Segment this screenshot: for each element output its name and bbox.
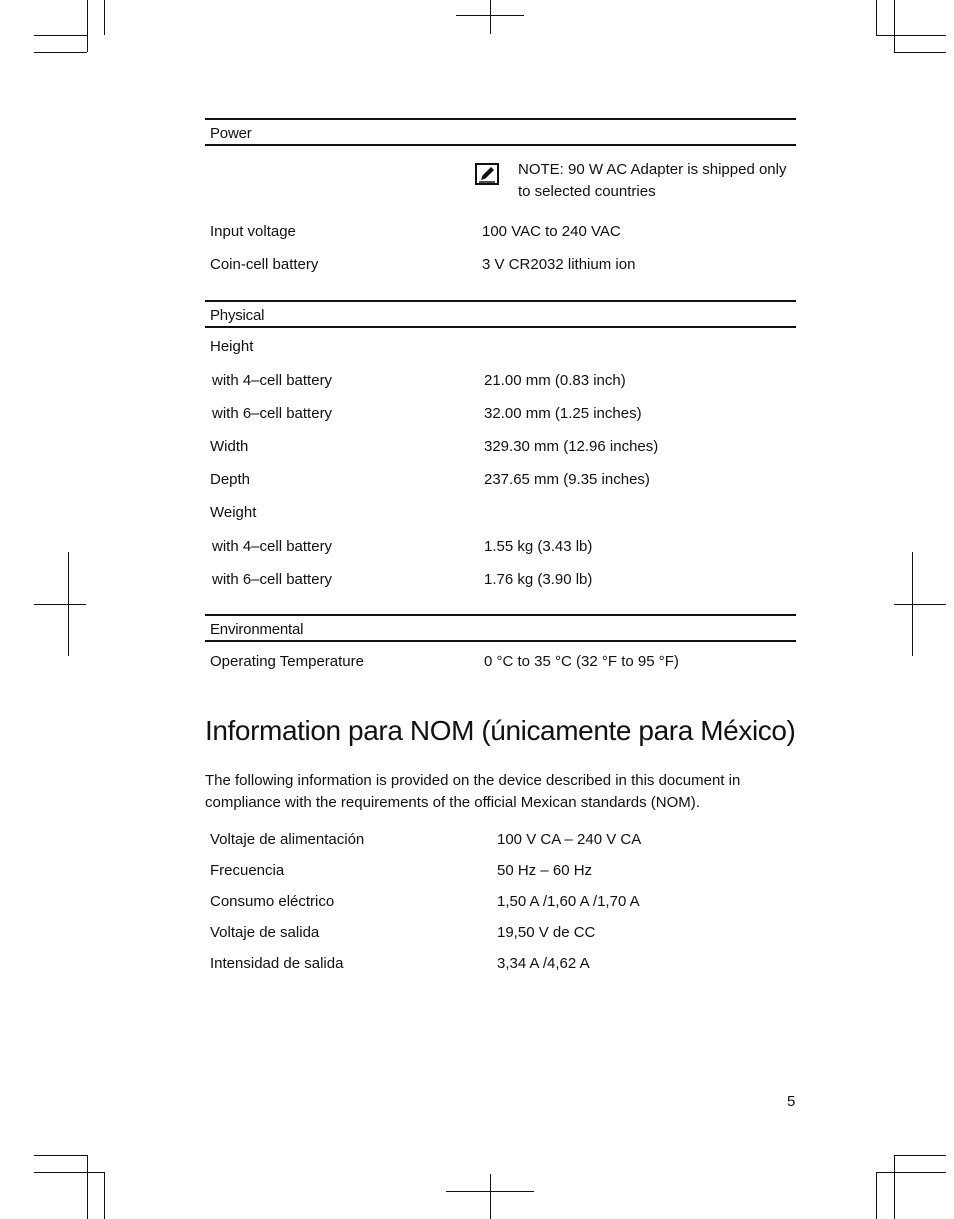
row-label: Voltaje de salida <box>210 924 320 941</box>
row-label: with 4–cell battery <box>212 372 333 389</box>
power-heading: Power <box>210 125 252 142</box>
nom-intro-paragraph: The following information is provided on the device described in this document in compliance with the requirements of the official Mexican standards (NOM). <box>205 772 741 811</box>
nom-section-title: Information para NOM (únicamente para México) <box>205 715 796 746</box>
note-text: 90 W AC Adapter is shipped only to selected countries <box>518 161 787 200</box>
row-label: Intensidad de salida <box>210 955 344 972</box>
row-value: 19,50 V de CC <box>497 924 596 941</box>
row-value: 21.00 mm (0.83 inch) <box>484 372 626 389</box>
row-label: Height <box>210 338 254 355</box>
row-label: Consumo eléctrico <box>210 893 335 910</box>
row-value: 3 V CR2032 lithium ion <box>482 256 636 273</box>
environmental-heading: Environmental <box>210 621 304 638</box>
row-label: Coin-cell battery <box>210 256 319 273</box>
physical-section-header <box>205 300 796 328</box>
power-section-header <box>205 118 796 146</box>
row-label: with 6–cell battery <box>212 571 333 588</box>
row-label: Width <box>210 438 249 455</box>
note-label: NOTE: <box>518 161 564 178</box>
row-label: with 4–cell battery <box>212 538 333 555</box>
row-value: 329.30 mm (12.96 inches) <box>484 438 659 455</box>
row-label: Weight <box>210 504 257 521</box>
note-text-block <box>518 159 803 203</box>
row-value: 100 VAC to 240 VAC <box>482 223 621 240</box>
row-value: 100 V CA – 240 V CA <box>497 831 642 848</box>
row-label: Operating Temperature <box>210 653 364 670</box>
row-value: 1.55 kg (3.43 lb) <box>484 538 593 555</box>
row-value: 50 Hz – 60 Hz <box>497 862 593 879</box>
row-label: Frecuencia <box>210 862 285 879</box>
row-label: with 6–cell battery <box>212 405 333 422</box>
row-value: 1.76 kg (3.90 lb) <box>484 571 593 588</box>
row-value: 3,34 A /4,62 A <box>497 955 590 972</box>
row-value: 1,50 A /1,60 A /1,70 A <box>497 893 640 910</box>
page-number: 5 <box>787 1093 796 1110</box>
row-label: Input voltage <box>210 223 296 240</box>
row-value: 0 °C to 35 °C (32 °F to 95 °F) <box>484 653 679 670</box>
physical-heading: Physical <box>210 307 265 324</box>
row-label: Depth <box>210 471 251 488</box>
environmental-section-header <box>205 614 796 642</box>
row-value: 32.00 mm (1.25 inches) <box>484 405 642 422</box>
row-label: Voltaje de alimentación <box>210 831 365 848</box>
row-value: 237.65 mm (9.35 inches) <box>484 471 650 488</box>
note-pencil-icon <box>475 163 499 185</box>
